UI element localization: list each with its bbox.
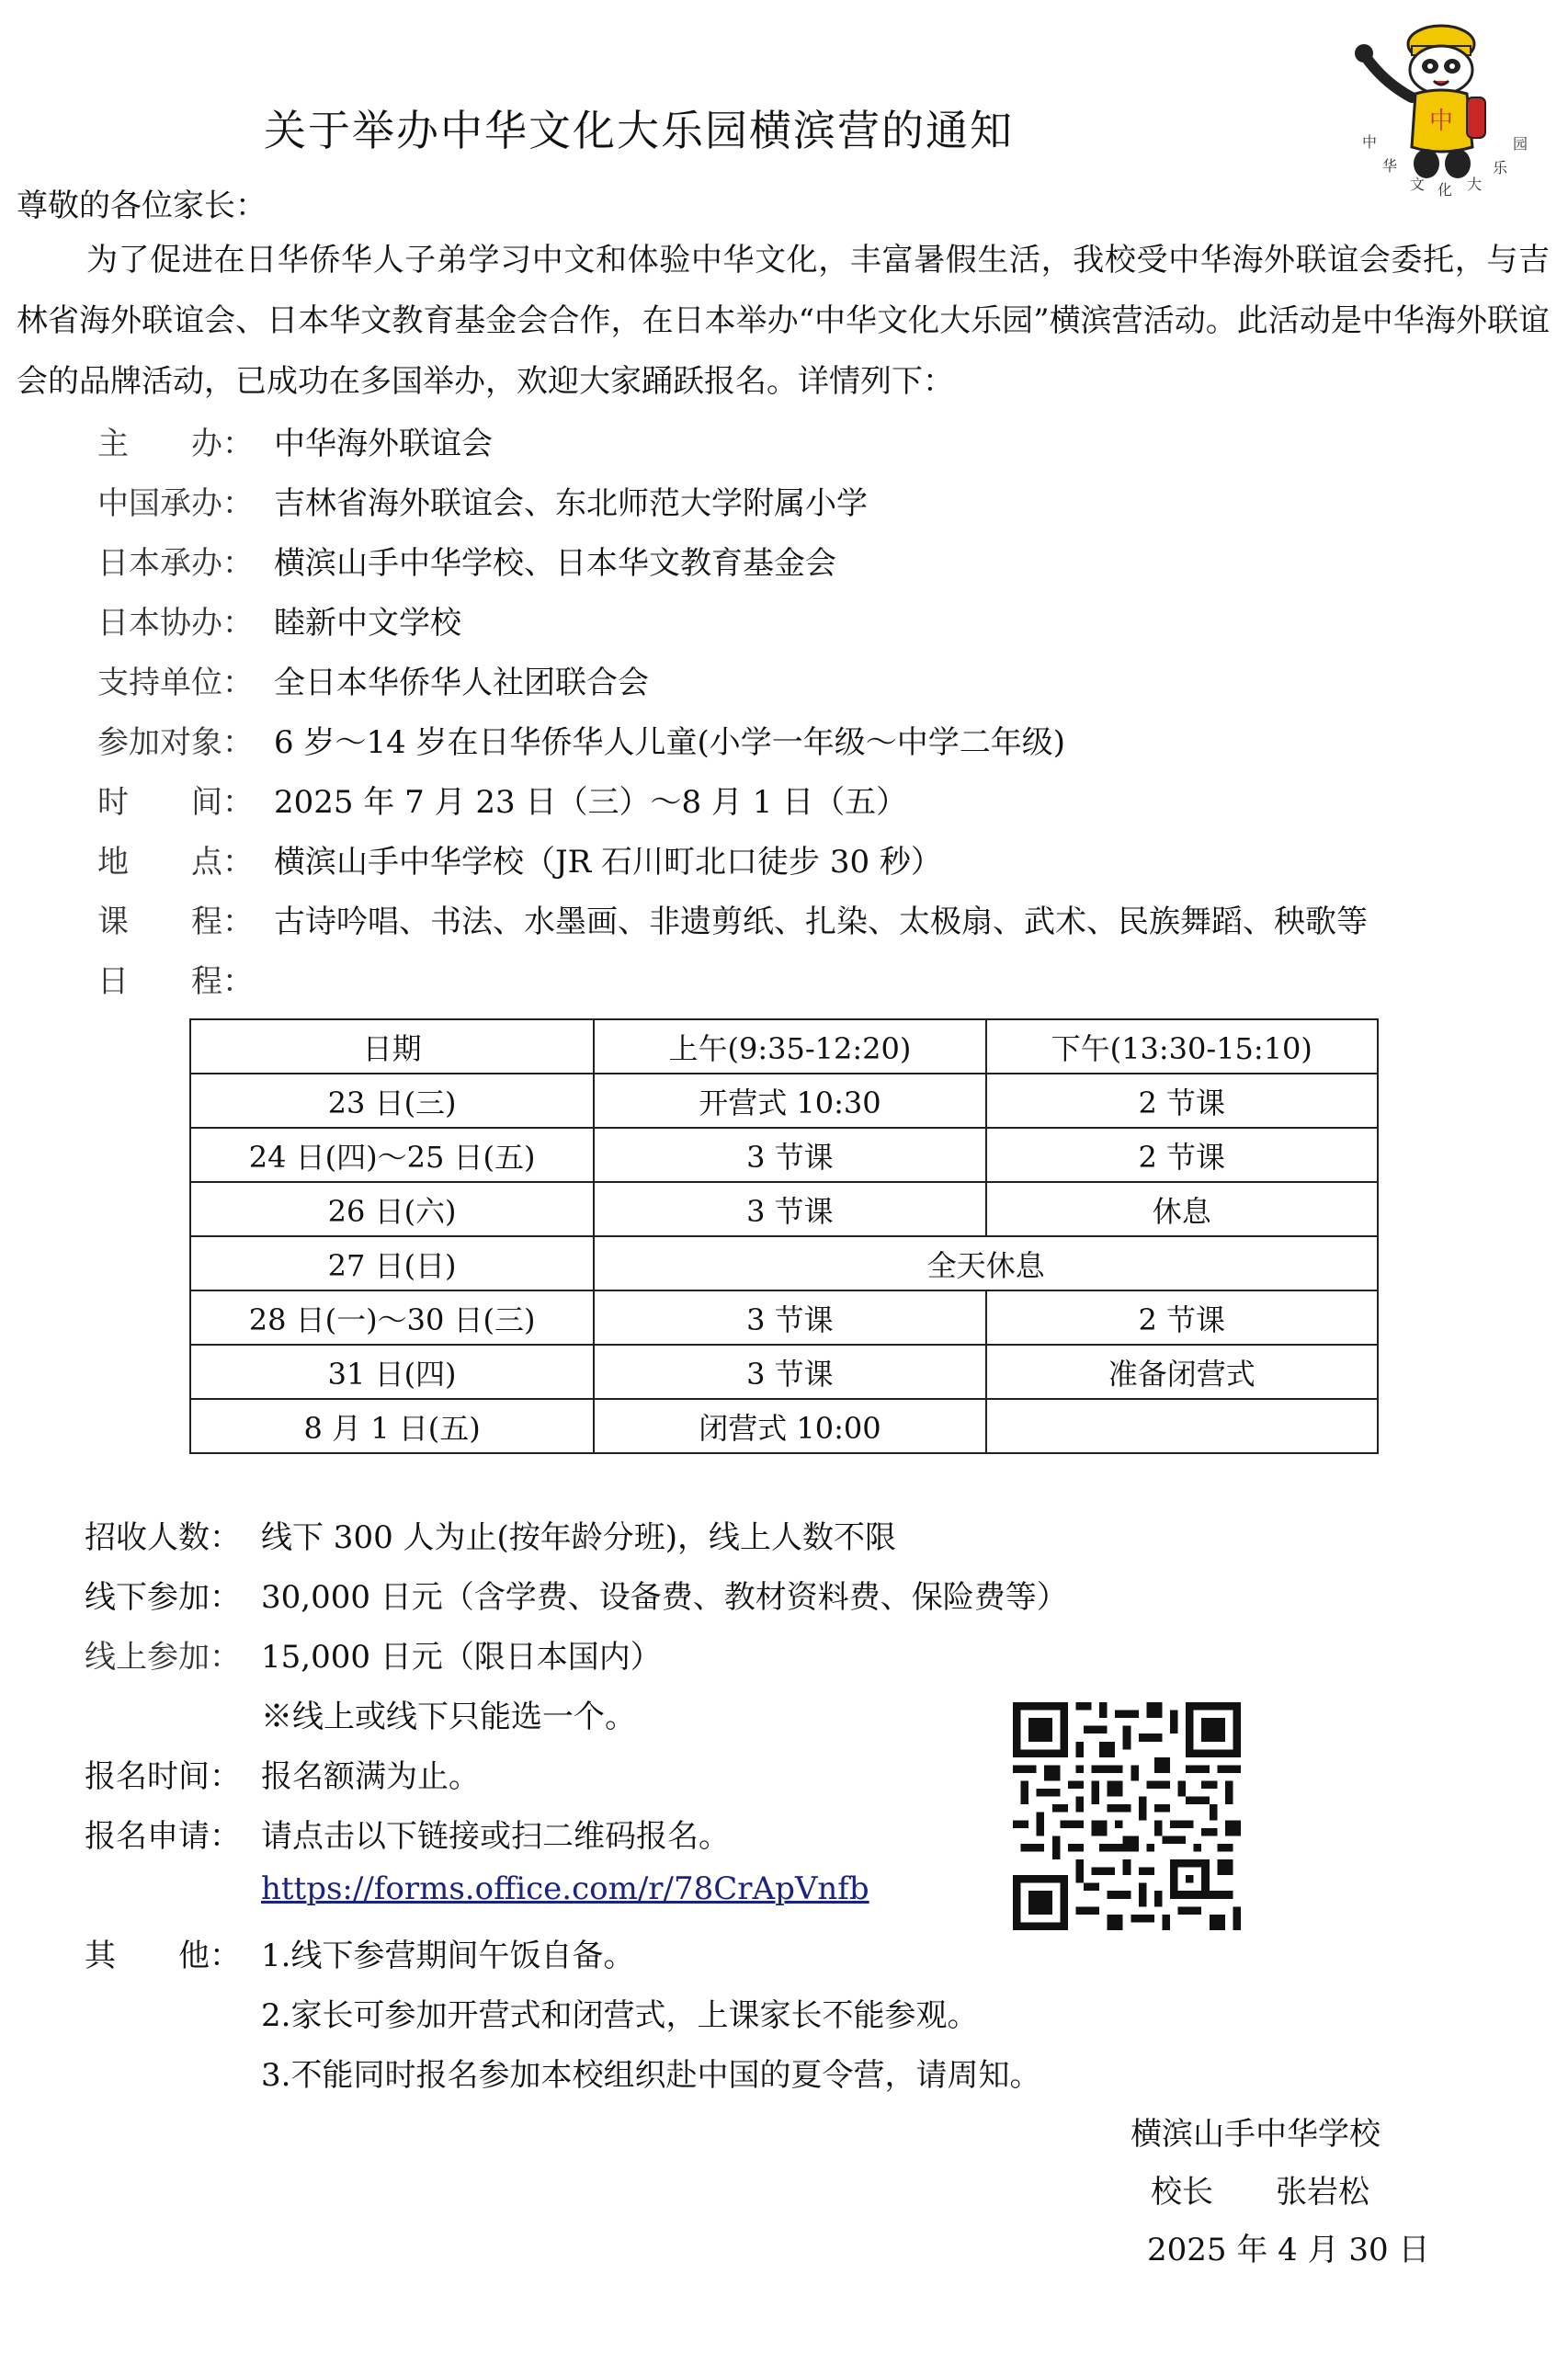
table-row [190, 1236, 1378, 1290]
enroll-row [85, 1631, 662, 1677]
info-row [97, 896, 1368, 942]
info-value: 吉林省海外联谊会、东北师范大学附属小学 [274, 485, 868, 522]
info-value: 6 岁～14 岁在日华侨华人儿童(小学一年级～中学二年级) [274, 724, 1066, 761]
info-label: 日 程： [97, 963, 254, 1000]
table-cell: 闭营式 10:00 [594, 1399, 985, 1453]
enroll-row [85, 1751, 480, 1797]
table-cell [986, 1399, 1378, 1453]
table-row [190, 1399, 1378, 1453]
table-cell: 准备闭营式 [986, 1345, 1378, 1399]
enroll-row [85, 1572, 1068, 1618]
table-row [190, 1290, 1378, 1345]
other-item: 1.线下参营期间午饭自备。 [261, 1938, 635, 1974]
info-row [97, 538, 836, 584]
other-row [85, 2050, 1040, 2096]
table-cell: 全天休息 [594, 1236, 1378, 1290]
enroll-label: 报名申请： [85, 1818, 241, 1855]
svg-text:文: 文 [1410, 176, 1426, 193]
info-row [97, 418, 493, 464]
other-label: 其 他： [85, 1938, 241, 1974]
table-cell: 27 日(日) [190, 1236, 594, 1290]
enroll-value: 请点击以下链接或扫二维码报名。 [261, 1818, 730, 1855]
table-cell: 3 节课 [594, 1128, 985, 1182]
info-label: 主 办： [97, 426, 254, 462]
intro-paragraph: 为了促进在日华侨华人子弟学习中文和体验中华文化，丰富暑假生活，我校受中华海外联谊会委托，与吉林省海外联谊会、日本华文教育基金会合作，在日本举办“中华文化大乐园”横滨营活动。此活动是中华海外联谊会的品牌活动，已成功在多国举办，欢迎大家踊跃报名。详情列下： [17, 242, 1550, 400]
other-row [85, 1990, 978, 2036]
table-cell: 28 日(一)～30 日(三) [190, 1290, 594, 1345]
info-label: 支持单位： [97, 665, 254, 701]
table-cell: 24 日(四)～25 日(五) [190, 1128, 594, 1182]
info-label: 日本承办： [97, 545, 254, 582]
info-label: 日本协办： [97, 605, 254, 642]
table-cell: 3 节课 [594, 1290, 985, 1345]
enroll-value: 线下 300 人为止(按年龄分班)，线上人数不限 [261, 1519, 897, 1556]
info-row [97, 478, 868, 524]
enroll-value: 15,000 日元（限日本国内） [261, 1639, 662, 1676]
enroll-row [85, 1512, 896, 1558]
info-row [97, 777, 907, 823]
info-value: 全日本华侨华人社团联合会 [274, 665, 649, 701]
table-cell: 26 日(六) [190, 1182, 594, 1236]
info-label: 地 点： [97, 844, 254, 881]
page-title: 关于举办中华文化大乐园横滨营的通知 [264, 106, 1014, 155]
enroll-value: 报名额满为止。 [261, 1758, 480, 1795]
svg-text:中: 中 [1428, 108, 1454, 135]
table-cell: 3 节课 [594, 1182, 985, 1236]
enroll-label: 线上参加： [85, 1639, 241, 1676]
svg-text:华: 华 [1382, 157, 1398, 175]
table-header-row [190, 1019, 1378, 1074]
table-cell: 31 日(四) [190, 1345, 594, 1399]
enroll-row [85, 1811, 730, 1857]
schedule-table [189, 1018, 1379, 1454]
info-row [97, 597, 461, 643]
info-value: 横滨山手中华学校、日本华文教育基金会 [274, 545, 836, 582]
panda-mascot-icon [1355, 21, 1531, 199]
svg-text:乐: 乐 [1493, 159, 1508, 176]
info-value: 横滨山手中华学校（JR 石川町北口徒步 30 秒） [274, 844, 942, 881]
info-value: 古诗吟唱、书法、水墨画、非遗剪纸、扎染、太极扇、武术、民族舞蹈、秧歌等 [274, 904, 1368, 940]
table-header-cell: 上午(9:35-12:20) [594, 1019, 985, 1074]
enroll-label: 招收人数： [85, 1519, 241, 1556]
info-label: 中国承办： [97, 485, 254, 522]
other-item: 2.家长可参加开营式和闭营式，上课家长不能参观。 [261, 1997, 979, 2034]
svg-text:大: 大 [1467, 176, 1483, 193]
enroll-label: 线下参加： [85, 1579, 241, 1616]
info-label: 课 程： [97, 904, 254, 940]
enroll-note: ※线上或线下只能选一个。 [261, 1699, 636, 1735]
table-row [190, 1345, 1378, 1399]
table-cell: 开营式 10:30 [594, 1074, 985, 1128]
other-item: 3.不能同时报名参加本校组织赴中国的夏令营，请周知。 [261, 2057, 1041, 2094]
info-value: 睦新中文学校 [274, 605, 461, 642]
info-value: 2025 年 7 月 23 日（三）～8 月 1 日（五） [274, 784, 908, 821]
table-cell: 8 月 1 日(五) [190, 1399, 594, 1453]
table-cell: 2 节课 [986, 1074, 1378, 1128]
school-name: 横滨山手中华学校 [1131, 2116, 1381, 2153]
enroll-label: 报名时间： [85, 1758, 241, 1795]
table-row [190, 1128, 1378, 1182]
table-header-cell: 日期 [190, 1019, 594, 1074]
svg-text:园: 园 [1513, 135, 1528, 153]
svg-text:中: 中 [1362, 133, 1378, 151]
table-row [190, 1182, 1378, 1236]
table-cell: 23 日(三) [190, 1074, 594, 1128]
notice-date: 2025 年 4 月 30 日 [1147, 2232, 1430, 2268]
other-row [85, 1930, 634, 1976]
table-header-cell: 下午(13:30-15:10) [986, 1019, 1378, 1074]
info-label: 参加对象： [97, 724, 254, 761]
table-cell: 2 节课 [986, 1128, 1378, 1182]
link-row [85, 1870, 869, 1916]
table-cell: 2 节课 [986, 1290, 1378, 1345]
info-row [97, 717, 1065, 763]
table-cell: 3 节课 [594, 1345, 985, 1399]
principal-name: 校长 张岩松 [1151, 2174, 1369, 2211]
info-label: 时 间： [97, 784, 254, 821]
enroll-value: 30,000 日元（含学费、设备费、教材资料费、保险费等） [261, 1579, 1068, 1616]
info-row [97, 657, 649, 703]
info-row [97, 836, 942, 882]
table-cell: 休息 [986, 1182, 1378, 1236]
enroll-row [85, 1691, 636, 1737]
registration-link[interactable]: https://forms.office.com/r/78CrApVnfb [261, 1870, 869, 1907]
panda-mascot-logo [1338, 9, 1550, 207]
qr-code-icon[interactable] [1013, 1702, 1241, 1930]
table-row [190, 1074, 1378, 1128]
info-value: 中华海外联谊会 [274, 426, 493, 462]
svg-text:化: 化 [1437, 181, 1453, 199]
info-row [97, 956, 274, 1002]
salutation: 尊敬的各位家长： [17, 188, 267, 224]
